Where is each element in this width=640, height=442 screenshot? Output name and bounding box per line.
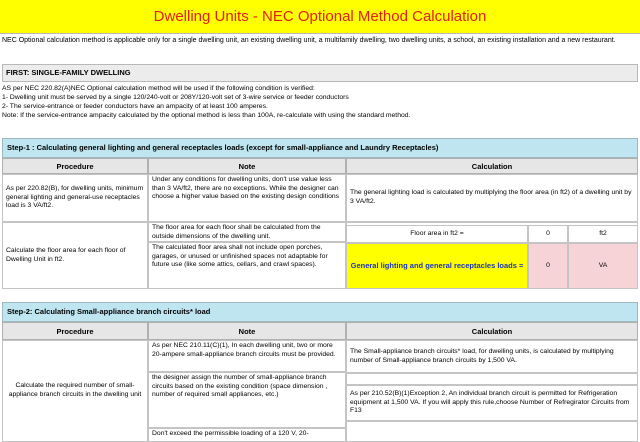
step2-calc-1: The Small-appliance branch circuits* load, for dwelling units, is calculated by multiplying number of Small-appliance branch circuits by 1,500 VA. (346, 340, 638, 373)
floor-area-unit: ft2 (568, 225, 638, 243)
conditions-list (2, 84, 638, 129)
intro-text: NEC Optional calculation method is applicable only for a single dwelling unit, an existing dwelling unit, a multifamily dwelling, two dwelling units, a school, an existing installation and a new restaurant. (2, 37, 616, 44)
step2-heading: Step-2: Calculating Small-appliance branch circuits* load (2, 302, 638, 322)
header-procedure: Procedure (2, 158, 148, 174)
step2-note-3: Don't exceed the permissible loading of a 120 V, 20- (148, 428, 346, 442)
condition-line: AS per NEC 220.82(A)NEC Optional calculation method will be used if the following condition is verified: (2, 85, 315, 92)
step2-calc-spacer (346, 373, 638, 385)
step1-calc-1: The general lighting load is calculated by multiplying the floor area (in ft2) of a dwelling unit by 3 VA/ft2. (346, 174, 638, 222)
header-calculation-2: Calculation (346, 322, 638, 340)
step2-note-1: As per NEC 210.11(C)(1), In each dwelling unit, two or more 20-ampere small-appliance branch circuits must be provided. (148, 340, 346, 372)
condition-line: 2- The service-entrance or feeder conductors have an ampacity of at least 100 amperes. (2, 103, 268, 110)
floor-area-value[interactable]: 0 (528, 225, 568, 243)
step1-note-1: Under any conditions for dwelling units, don't use value less than 3 VA/ft2, there are no exceptions. While the designer can choose a higher value based on the existing design conditions (148, 174, 346, 222)
step2-calc-empty (346, 421, 638, 442)
header-note: Note (148, 158, 346, 174)
step1-heading: Step-1 : Calculating general lighting and general receptacles loads (except for small-appliance and Laundry Receptacles) (2, 138, 638, 158)
page-title: Dwelling Units - NEC Optional Method Calculation (0, 0, 640, 34)
general-load-unit: VA (568, 243, 638, 289)
header-calculation: Calculation (346, 158, 638, 174)
general-load-label: General lighting and general receptacles loads = (346, 243, 528, 289)
floor-area-label: Floor area in ft2 = (346, 225, 528, 243)
step1-note-2: The floor area for each floor shall be calculated from the outside dimensions of the dwelling unit. (148, 222, 346, 242)
condition-line: Note: If the service-entrance ampacity calculated by the optional method is less than 100A, re-calculate with using the standard method. (2, 112, 411, 119)
step1-procedure-1: As per 220.82(B), for dwelling units, minimum general lighting and general-use receptacles load is 3 VA/ft2. (2, 174, 148, 222)
condition-line: 1- Dwelling unit must be served by a single 120/240-volt or 208Y/120-volt set of 3-wire service or feeder conductors (2, 94, 349, 101)
step1-procedure-2: Calculate the floor area for each floor of Dwelling Unit in ft2. (2, 222, 148, 289)
step2-procedure-1: Calculate the required number of small-appliance branch circuits in the dwelling unit (2, 340, 148, 442)
step1-note-3: The calculated floor area shall not include open porches, garages, or unused or unfinished spaces not adaptable for future use (like some attics, cellars, and crawl spaces). (148, 242, 346, 289)
header-note-2: Note (148, 322, 346, 340)
step2-calc-2: As per 210.52(B)(1)Exception 2, An individual branch circuit is permitted for Refrigeration equipment at 1,500 VA. If you will apply this rule,choose Number of Refregirator Circuits from F13 (346, 385, 638, 421)
section-first-heading: FIRST: SINGLE-FAMILY DWELLING (2, 64, 638, 82)
header-procedure-2: Procedure (2, 322, 148, 340)
general-load-value: 0 (528, 243, 568, 289)
step2-note-2: the designer assign the number of small-appliance branch circuits based on the existing condition (space dimension , number of required small appliances, etc.) (148, 372, 346, 428)
